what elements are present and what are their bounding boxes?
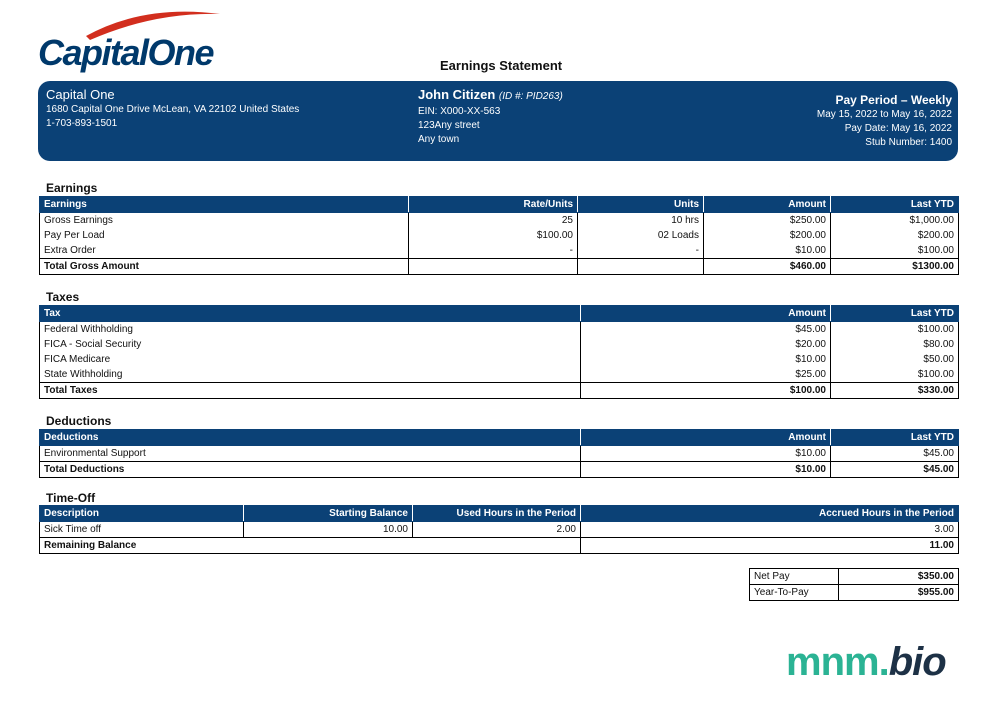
cell: Sick Time off [40, 522, 244, 538]
table-row [40, 446, 959, 462]
total-amount: $100.00 [581, 383, 831, 399]
cell: FICA Medicare [40, 352, 581, 367]
logo-text-one: One [147, 32, 214, 73]
cell: $10.00 [581, 352, 831, 367]
table-row [40, 228, 959, 243]
cell [409, 259, 578, 275]
cell [578, 259, 704, 275]
col-header: Earnings [40, 197, 409, 213]
col-header: Last YTD [831, 430, 959, 446]
cell: - [578, 243, 704, 259]
cell: $80.00 [831, 337, 959, 352]
cell: $45.00 [831, 446, 959, 462]
total-row [40, 462, 959, 478]
cell: 10.00 [244, 522, 413, 538]
net-pay-label: Net Pay [750, 569, 839, 585]
net-pay-value: $350.00 [839, 569, 959, 585]
cell: 2.00 [413, 522, 581, 538]
company-address: 1680 Capital One Drive McLean, VA 22102 United States [46, 104, 300, 115]
col-header: Tax [40, 306, 581, 322]
cell: $25.00 [581, 367, 831, 383]
table-row [40, 213, 959, 229]
document-title: Earnings Statement [440, 58, 563, 73]
earnings-section-title: Earnings [46, 181, 98, 195]
cell: $200.00 [831, 228, 959, 243]
taxes-section-title: Taxes [46, 290, 80, 304]
pay-date: Pay Date: May 16, 2022 [844, 123, 952, 134]
table-row [40, 322, 959, 338]
cell: $10.00 [704, 243, 831, 259]
remaining-balance-label: Remaining Balance [40, 538, 581, 554]
employee-id: (ID #: PID263) [498, 91, 563, 102]
year-to-pay-value: $955.00 [839, 585, 959, 601]
total-amount: $10.00 [581, 462, 831, 478]
logo-text-capital: Capital [38, 32, 148, 73]
cell: - [409, 243, 578, 259]
total-ytd: $1300.00 [831, 259, 959, 275]
col-header: Amount [581, 306, 831, 322]
site-watermark [786, 640, 946, 685]
col-header: Units [578, 197, 704, 213]
net-pay-summary [749, 568, 959, 601]
company-info [46, 87, 299, 131]
total-label: Total Taxes [40, 383, 581, 399]
cell: 02 Loads [578, 228, 704, 243]
col-header: Last YTD [831, 306, 959, 322]
watermark-part-a: mnm. [786, 640, 889, 684]
table-row [40, 522, 959, 538]
cell: Environmental Support [40, 446, 581, 462]
cell: Pay Per Load [40, 228, 409, 243]
total-row [40, 259, 959, 275]
earnings-table [39, 196, 959, 275]
employee-street: 123Any street [418, 120, 480, 131]
taxes-header-row [40, 306, 959, 322]
remaining-balance-value: 11.00 [581, 538, 959, 554]
cell: Extra Order [40, 243, 409, 259]
total-label: Total Deductions [40, 462, 581, 478]
cell: 10 hrs [578, 213, 704, 229]
stub-number: Stub Number: 1400 [865, 137, 952, 148]
table-row [40, 352, 959, 367]
employee-name: John Citizen [418, 87, 496, 102]
col-header: Amount [704, 197, 831, 213]
summary-row [750, 585, 959, 601]
col-header: Description [40, 506, 244, 522]
deductions-table [39, 429, 959, 478]
cell: Gross Earnings [40, 213, 409, 229]
year-to-pay-label: Year-To-Pay [750, 585, 839, 601]
earnings-header-row [40, 197, 959, 213]
cell: Federal Withholding [40, 322, 581, 338]
cell: $250.00 [704, 213, 831, 229]
deductions-header-row [40, 430, 959, 446]
deductions-section-title: Deductions [46, 414, 112, 428]
pay-range: May 15, 2022 to May 16, 2022 [816, 109, 952, 120]
employee-town: Any town [418, 134, 460, 145]
table-row [40, 243, 959, 259]
timeoff-table [39, 505, 959, 554]
cell: $10.00 [581, 446, 831, 462]
employee-info [418, 87, 563, 147]
col-header: Starting Balance [244, 506, 413, 522]
summary-row [750, 569, 959, 585]
table-row [40, 337, 959, 352]
col-header: Last YTD [831, 197, 959, 213]
total-ytd: $330.00 [831, 383, 959, 399]
total-ytd: $45.00 [831, 462, 959, 478]
cell: $50.00 [831, 352, 959, 367]
timeoff-section-title: Time-Off [46, 491, 96, 505]
col-header: Used Hours in the Period [413, 506, 581, 522]
employee-ein: EIN: X000-XX-563 [418, 106, 501, 117]
cell: 3.00 [581, 522, 959, 538]
total-label: Total Gross Amount [40, 259, 409, 275]
col-header: Deductions [40, 430, 581, 446]
cell: 25 [409, 213, 578, 229]
header-banner [38, 81, 958, 161]
company-phone: 1-703-893-1501 [46, 118, 118, 129]
company-name: Capital One [46, 87, 115, 102]
taxes-table [39, 305, 959, 399]
cell: FICA - Social Security [40, 337, 581, 352]
capital-one-logo [36, 8, 236, 84]
cell: $200.00 [704, 228, 831, 243]
cell: $1,000.00 [831, 213, 959, 229]
cell: $100.00 [831, 322, 959, 338]
total-row [40, 383, 959, 399]
table-row [40, 367, 959, 383]
timeoff-header-row [40, 506, 959, 522]
total-amount: $460.00 [704, 259, 831, 275]
cell: $45.00 [581, 322, 831, 338]
col-header: Amount [581, 430, 831, 446]
pay-period-title: Pay Period – Weekly [835, 93, 952, 107]
col-header: Accrued Hours in the Period [581, 506, 959, 522]
cell: $20.00 [581, 337, 831, 352]
cell: $100.00 [831, 243, 959, 259]
cell: $100.00 [409, 228, 578, 243]
cell: $100.00 [831, 367, 959, 383]
total-row [40, 538, 959, 554]
cell: State Withholding [40, 367, 581, 383]
col-header: Rate/Units [409, 197, 578, 213]
pay-period-info [817, 92, 952, 150]
watermark-part-b: bio [888, 640, 946, 684]
